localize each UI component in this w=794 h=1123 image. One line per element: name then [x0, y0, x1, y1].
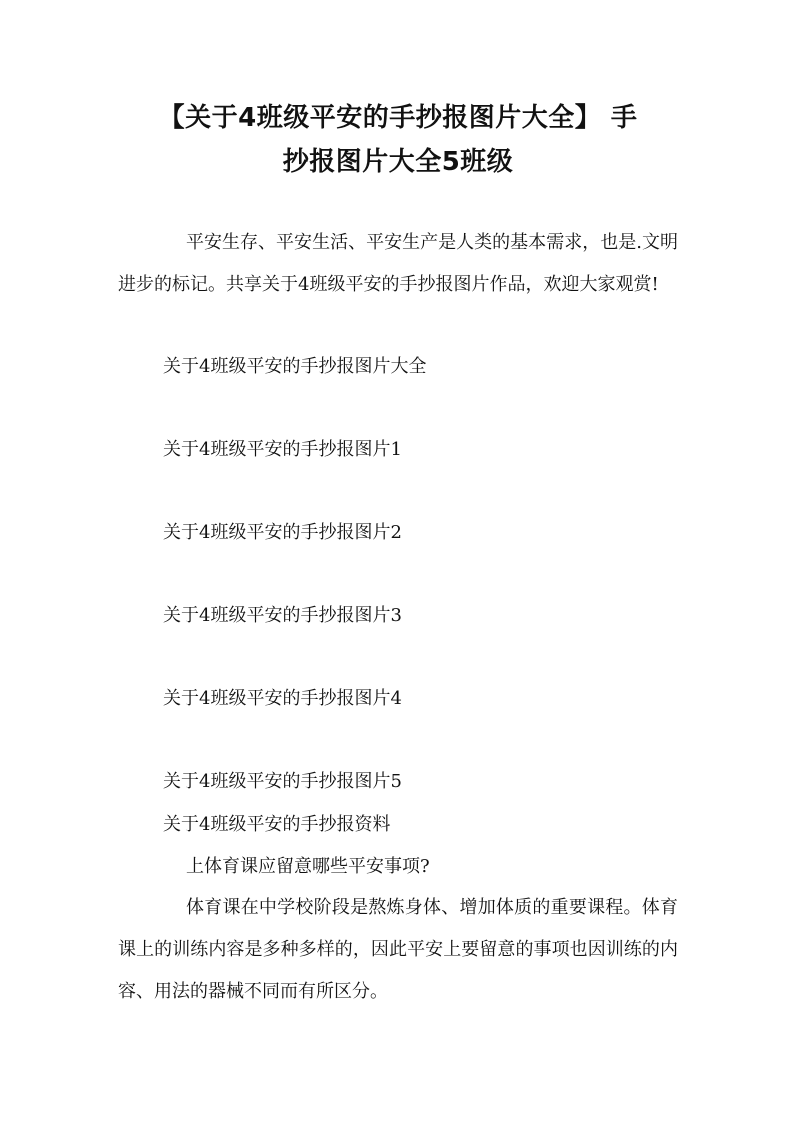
list-item: 关于4班级平安的手抄报图片1 [163, 439, 402, 460]
title-line-2: 抄报图片大全5班级 [282, 147, 514, 177]
list-item: 关于4班级平安的手抄报图片4 [163, 688, 402, 709]
answer-paragraph: 体育课在中学校阶段是熬炼身体、增加体质的重要课程。体育课上的训练内容是多种多样的，因此平安上要留意的事项也因训练的内容、用法的器械不同而有所区分。 [118, 897, 678, 1002]
document-title [118, 96, 678, 184]
list-item: 关于4班级平安的手抄报图片大全 [163, 356, 427, 377]
question-heading: 上体育课应留意哪些平安事项? [186, 856, 430, 877]
list-item: 关于4班级平安的手抄报图片2 [163, 522, 402, 543]
title-line-1: 【关于4班级平安的手抄报图片大全】 手 [158, 103, 638, 133]
list-item: 关于4班级平安的手抄报资料 [163, 814, 391, 835]
list-item: 关于4班级平安的手抄报图片3 [163, 605, 402, 626]
list-item: 关于4班级平安的手抄报图片5 [163, 771, 402, 792]
intro-paragraph: 平安生存、平安生活、平安生产是人类的基本需求，也是.文明进步的标记。共享关于4班级平安的手抄报图片作品，欢迎大家观赏! [118, 232, 678, 295]
